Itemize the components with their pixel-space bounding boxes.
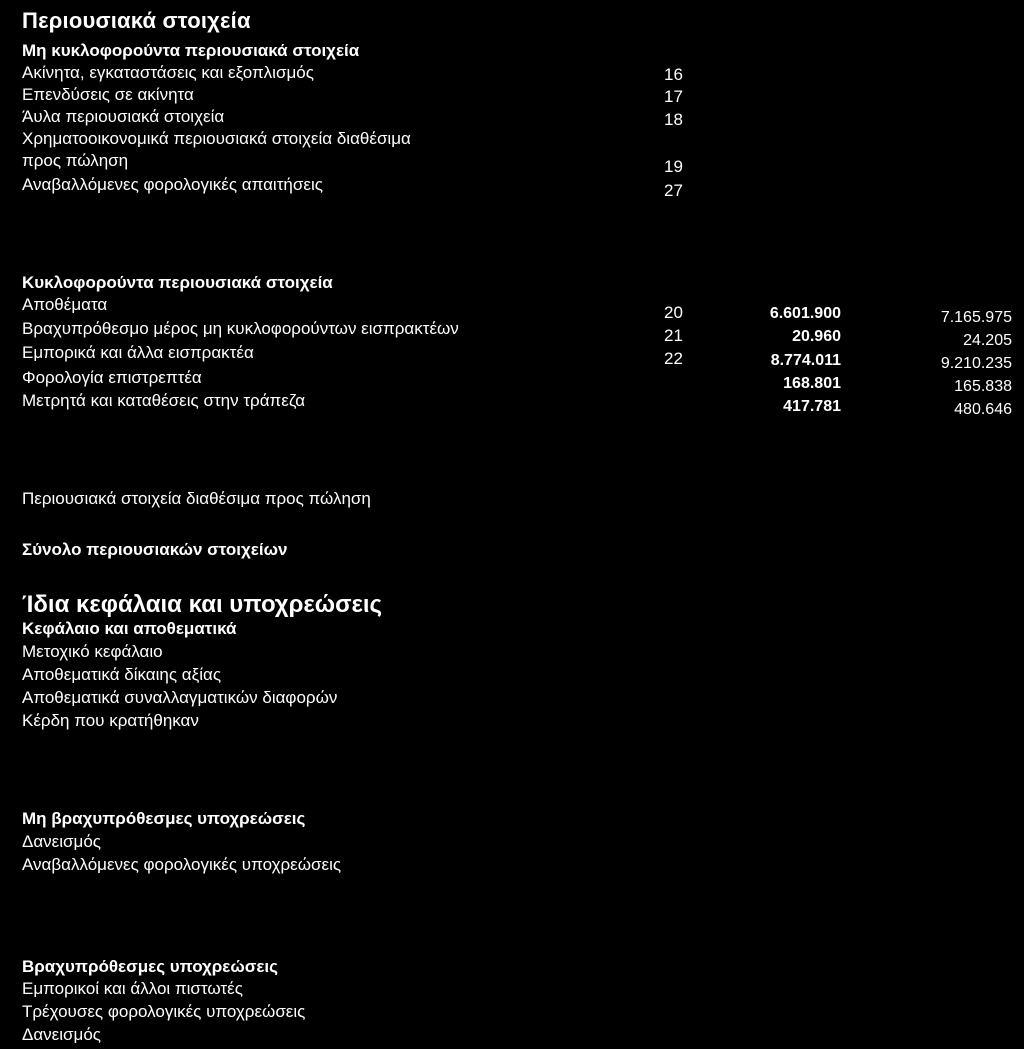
row-intangibles-note: 18 [664,110,683,129]
assets-title: Περιουσιακά στοιχεία [22,8,251,33]
row-tax-refundable-label: Φορολογία επιστρεπτέα [22,368,202,387]
total-assets-label: Σύνολο περιουσιακών στοιχείων [22,540,288,559]
non-current-liabilities-heading: Μη βραχυπρόθεσμες υποχρεώσεις [22,809,306,828]
row-investment-property-label: Επενδύσεις σε ακίνητα [22,85,194,104]
non-current-assets-heading: Μη κυκλοφορούντα περιουσιακά στοιχεία [22,41,360,60]
held-for-sale-label: Περιουσιακά στοιχεία διαθέσιμα προς πώληση [22,489,371,508]
row-intangibles-label: Άυλα περιουσιακά στοιχεία [22,107,225,126]
row-trade-receivables-label: Εμπορικά και άλλα εισπρακτέα [22,343,254,362]
row-deferred-tax-asset-label: Αναβαλλόμενες φορολογικές απαιτήσεις [22,175,323,194]
equity-heading: Κεφάλαιο και αποθεματικά [22,619,237,638]
ncl-deferred-tax: Αναβαλλόμενες φορολογικές υποχρεώσεις [22,855,342,874]
row-inventories-value-current: 6.601.900 [769,305,841,322]
row-afs-label-cont: προς πώληση [22,151,129,170]
equity-fx-reserves: Αποθεματικά συναλλαγματικών διαφορών [22,688,338,707]
cl-trade-payables: Εμπορικοί και άλλοι πιστωτές [22,979,243,998]
equity-share-capital: Μετοχικό κεφάλαιο [22,642,163,661]
row-investment-property-note: 17 [664,87,683,106]
row-inventories-label: Αποθέματα [22,295,108,314]
row-deferred-tax-asset-note: 27 [664,181,683,200]
row-afs-label: Χρηματοοικονομικά περιουσιακά στοιχεία διαθέσιμα [22,129,411,148]
row-st-receivables-label: Βραχυπρόθεσμο μέρος μη κυκλοφορούντων εισπρακτέων [22,319,459,338]
row-ppe-note: 16 [664,65,683,84]
row-st-receivables-note: 21 [664,326,683,345]
row-st-receivables-value-current: 20.960 [792,328,841,345]
ncl-borrowings: Δανεισμός [22,832,101,851]
row-trade-receivables-value-current: 8.774.011 [770,352,841,369]
row-tax-refundable-value-prior: 165.838 [954,378,1012,395]
row-trade-receivables-note: 22 [664,349,683,368]
equity-liabilities-title: Ίδια κεφάλαια και υποχρεώσεις [22,591,383,618]
equity-fair-value-reserves: Αποθεματικά δίκαιης αξίας [22,665,222,684]
row-tax-refundable-value-current: 168.801 [783,375,841,392]
row-afs-note: 19 [664,157,683,176]
current-liabilities-heading: Βραχυπρόθεσμες υποχρεώσεις [22,957,278,976]
row-st-receivables-value-prior: 24.205 [963,332,1012,349]
cl-current-tax: Τρέχουσες φορολογικές υποχρεώσεις [22,1002,306,1021]
row-ppe-label: Ακίνητα, εγκαταστάσεις και εξοπλισμός [22,63,314,82]
row-cash-value-prior: 480.646 [954,401,1012,418]
row-trade-receivables-value-prior: 9.210.235 [940,355,1012,372]
cl-borrowings: Δανεισμός [22,1025,101,1044]
equity-retained-earnings: Κέρδη που κρατήθηκαν [22,711,199,730]
row-cash-value-current: 417.781 [783,398,841,415]
row-cash-label: Μετρητά και καταθέσεις στην τράπεζα [22,391,306,410]
row-inventories-value-prior: 7.165.975 [940,309,1012,326]
row-inventories-note: 20 [664,303,683,322]
current-assets-heading: Κυκλοφορούντα περιουσιακά στοιχεία [22,273,333,292]
